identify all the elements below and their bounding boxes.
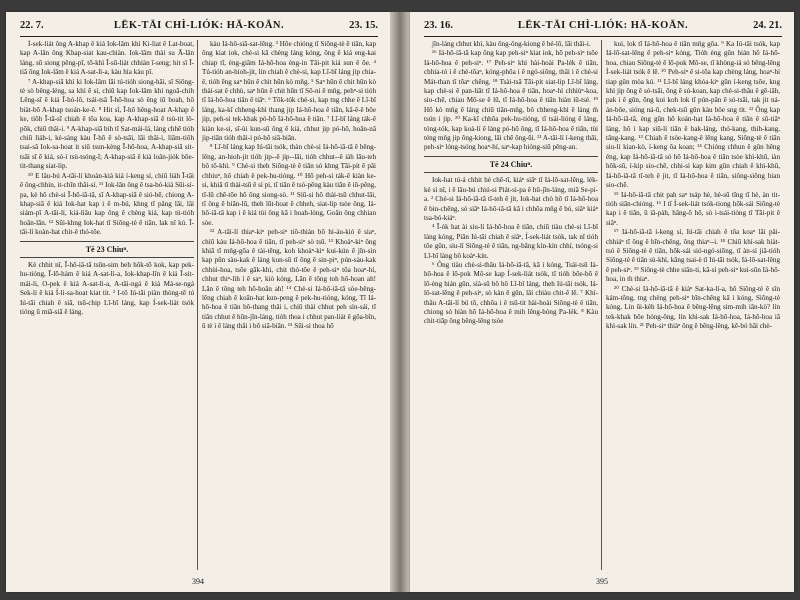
paragraph: ⁶ Ông tiàu chè-si-thâu Iá-hō-iā-tā, kā i kóng, Tsái-tsū Iá-hō-hoa ê lō-pok Mô-se kap Í-sek-liát tsók, tī tióh bōe-bō ê lō-èng hián gûn, sià-sū bô hō Lī-bī láng, theh Iú-tāi tsók, Iá-lō-sat-lêng ê peh-siⁿ, sò kàn ê gûn, lâi chiàu chit-ê lē. ⁷ Khí-thâu A-tāi-lí bú tō, chhōa i ê tsū-tit hài-hoài Siōng-tè ê tiān, chiong só hiàn hō Iá-hō-hoa ê mih lêng-bòng Pa-lék. ⁸ Kàu chit-tiāp ông bêng-lêng tsòe: [424, 260, 598, 326]
paragraph: ¹⁷ Iá-hō-iā-tā í-keng sí, Iú-tāi chiah ê tōa koaⁿ lâi pâi-chhiáⁿ tī ông ê bīn-chêng, ông thiaⁿ--i. ¹⁸ Chiū khì-sak hiàt-tsó ê Siōng-tè ê tiān, hōk-sái sió-ngó-siōng, tī àn-sì jiâ-tióh Siōng-tè ê tiān sù-khì, kāng tsai-è tī Iú-tāi tsók, Iá-lō-sat-lêng ê peh-siⁿ. ¹⁹ Siōng-tè chhe siān-ti, kā-sì peh-siⁿ kui-sūn Iá-hō-hoa, in m̄ thiaⁿ.: [606, 228, 780, 284]
divider: [424, 172, 598, 173]
paragraph: Kè chhit nî, Ī-hō-iā-tā tsūn-sim beh hôk-tō kok, kap pek-hu-tióng, Ī-lō-hàm ê kiá A-sat-lì-a, Iok-khap-lîn ê kiá Ī-sit-mái-li, O-pek ê kiá A-sat-lì-a, A-tāi-ngá ê kiá Má-se-ngá Sek-lí ê kiá Í-li-sa-hoat kiat tit. ² I-tō Iú-tāi piàn thòng-tē tú Iú-tāi chiah ê siā, tsū-chip Lī-bī láng, kap Í-sek-liát tsók tióng ū miā-siā ê láng.: [20, 260, 194, 316]
right-page-number: 395: [596, 577, 608, 586]
book-gutter: [390, 12, 410, 592]
paragraph: kàu Iá-hō-siā-sat-lêng. ³ Hōe chióng tī Siōng-tè ê tiān, kap ông kiat iok, chè-si kā chèng láng kóng, ông ê kiá eng-kai chiap tī, èng-giâm Iá-hō-hoa èng-in Tāi-pit kiá sun ê ōe. ⁴ Tú-tióh an-hioh-jit, lín chiah ê chè-si, kap Lī-bī láng jip chia-ê, tióh ēng saⁿ hūn ê chit hūn kò mn̄g. ⁵ Saⁿ hūn ê chit hūn kò thài-sat ê chhù, saⁿ hūn ê chit hūn tī Sō-ni ê mn̄g, pehⁿ-si tióh tī Iá-hō-hoa tiān ê tiâⁿ. ⁶ Tōk-tók chè-si, kap tng chhe ê Lī-bī láng, ka-kī chheng-khì thang jip Iá-hō-hoa ê tiān, kā-ê-ê bôe jip, peh-si tek-khak pó-hō Iá-hō-hoa ê tiān. ⁷ Lī-bī láng ták-ê kiàn ke-si, sī-ùi kun-sū ông ê kiá, chhut jip pó-hō, hoān-nā jip-tiān tióh thâi-i pó-hō siā-biān.: [202, 40, 376, 143]
divider: [424, 156, 598, 157]
left-columns: [20, 40, 378, 570]
left-running-header: [20, 20, 378, 37]
right-header-verse-start: 23. 16.: [424, 20, 453, 31]
paragraph: ¹² A-tāi-lí thiaⁿ-kiⁿ peh-siⁿ tiō-thián bō hi-áu-kió ê siaⁿ, chiū kàu Iá-hō-hoa ê tiān, tī peh-siⁿ sò tsû. ¹³ Khoàⁿ-kiⁿ ông khiā tī mn̄g-gōa ê tài-tēng, koh khoàⁿ-kiⁿ kui-kún ê jîn-sin kap pûn sàu-kak ê láng kun-sū tī ông ê sin-piⁿ, pún-sàu-kak chhùi-hoa, tsōe gāk-khì, chit thó-tōe ê peh-siⁿ tōa hoaⁿ-hí, chhut thiⁿ-lìh í ê saⁿ, kiò kóng, Lān ê tōng toh hō-hoan ah! Lān ê tōng teh hō-hoân ah! ¹⁴ Chè-si Iá-hō-iā-tā sòe-bêng-lêng chiah ê koān-hat kun-peng ê pek-hu-tióng, kóng, Tī Iá-hō-hoa ê tiān bô-thang thâi i, chiū thài chhut peh sìn-sái, tī tiān chhut ê hūn-jīn-láng, tióh thoa i chhut pan-liàt ê gōa-bīn, ū tè i ê láng thâi i bô siā-biān. ¹⁵ Sūi-si thoa hō: [202, 228, 376, 331]
left-page-number: 394: [192, 577, 204, 586]
right-running-header: [424, 20, 782, 37]
paragraph: jîn-láng chhut khì, kàu ông-ông-kiong ê bé-lō, lāi thâi-i.: [432, 40, 591, 48]
left-column-1: [20, 40, 194, 570]
left-header-title: LĒK-TĀI CHÌ-LIÓK: HĀ-KOĀN.: [113, 20, 285, 31]
paragraph: ²⁰ Chè-si Iá-hō-iā-tā ê kiáⁿ Sat-ka-lí-a, hō Siōng-tè ê sîn kám-tōng, tng chèng peh-siⁿ bīn-chêng kā i kóng, Siōng-tè kóng, Lín ūi-kèh Iá-hō-hoa ê bêng-lêng sim-mih iān-kò? lín tek-khak bōe hóng-ông, lín khì-sak Iá-hō-hoa, Iá-hō-hoa iā khì-sak lín. ²¹ Peh-siⁿ thiàⁿ ông ê bêng-lêng, kē-bó hāi chè-: [606, 284, 780, 331]
right-header-verse-end: 24. 21.: [753, 20, 782, 31]
chapter-heading: Tē 24 Chiuⁿ.: [489, 159, 533, 169]
paragraph: ⁸ Lī-bī láng kap Iú-tāi tsók, thàn chè-si Iá-hō-iā-tā ê bêng-lêng, an-hioh-jit tióh jip--ê jip--lāi, tióh chhut--ê iáh lâu-teh bô tō-khì. ⁹ Chè-si theh Siōng-tè ê tiān só khng Tāi-pit ê pâi chhiuⁿ, hō chiah ê pek-hu-tióng. ¹⁰ Hō peh-si ták-ê kiàn ke-si, khiā tī thài-tsū ê sì pi, tī tiān ê tsó-pêng kàu tiān ê iū-pêng, tī-lū chē-tōe hō ông siong-sò. ¹¹ Siū-si hō thài-tsū chhut-lâi, tī ông ê biān-lū, theh lūt-hoat ê chheh, siat-lip tsòe ông, Iá-hō-iā-tā kap i ê kiá tùi ông kā i hoah-lóng, Goān ông chhian sòe.: [202, 143, 376, 227]
column-rule: [197, 40, 198, 570]
paragraph: ⁷ A-khap-siā khì ki Iok-lâm lāi tú-tióh siong-hāi, sī Siông-tè sò bêng-léng, sa khì ē sí, chiū kap Iok-lâm khí ngoā-chih Lêng-sī ê kiá Ī-hó-lō, tsái-tsā Ī-hō-hoa sò êng iū boah, hō biàt-bō A-khap tsoán-ke-ê. ⁸ Hit sî, Ī-hō hêng-hoat A-khap ê ke, tiōh Ī-tā-sī chiah ê tōa koa, kap A-khap-siā ê tsù-tit lô-pōk, chiū thâi-i. ⁹ A-khap-siā bih tī Sat-mài-lá, láng chhē tióh chiū liáh-i, kè-sàng kàu Ī-hō ê sò-tsāi, lāi thâi-i, liām-tiōh tsai-sâ Iok-sa-hoat it siū tsun-kèng Ī-hō-hoa, A-khap-siā sit-tsāi sī ē kiá, só-í tsù-tsóng-ī; A-khap-siā ê kiá loân-jiók bōe-tit-thang siat-lip.: [20, 77, 194, 171]
paragraph: Iok-hat tú-á chhit hè chē-tī, kiáⁿ siāⁿ tī Iá-lō-sat-lêng, lék-kè sì nî, i ê lâu-bú chiú-si Piát-si-pa ê hū-jîn-láng, miā Se-pi-a. ² Chè-si Iá-hō-iā-tā tī-teh ê jit, Iok-hat chò hō tī Iá-hō-hoa ê bin-chêng, só siāⁿ Iá-hō-iā-tā kā i chhōa mn̄g ê bó, siāⁿ kiáⁿ tsa-bó-kiáⁿ.: [424, 176, 598, 222]
left-page: [6, 12, 390, 592]
column-rule: [601, 40, 602, 570]
paragraph: ¹⁵ Iá-hō-iā-tā chit pah saⁿ tsáp hè, hè-sū tīng tī hè, àn tit-tióh siān-chióng. ¹⁶ I tī Í-sek-liát tsók-tiong hōk-sái Siōng-tè kap i ê tiān, ū iā-pàh, hāng-ō hō, sò i-tsái-tióng tī Tāi-pit ê siâⁿ.: [606, 190, 780, 227]
right-page: [410, 12, 794, 592]
divider: [20, 257, 194, 258]
right-header-title: LĒK-TĀI CHÌ-LIÓK: HĀ-KOĀN.: [517, 20, 689, 31]
right-column-2: [606, 40, 780, 570]
left-header-verse-start: 22. 7.: [20, 20, 44, 31]
right-columns: [424, 40, 782, 570]
chapter-heading: Tē 23 Chiuⁿ.: [85, 244, 129, 254]
divider: [20, 241, 194, 242]
paragraph: ⁴ Ī-ók hat ài siu-lí Iá-hō-hoa ê tiān, chiū tiàu chè-si Lī-bī láng kóng, Piān Iú-tāi chiah ê siâⁿ, Í-sek-liát tsók, tak nî tióh tōe gûn, siu-lí Siōng-tè ê tiān, ng-bāng kín-kín chhí, tsóng-si Lī-bī láng bô koàⁿ-kín.: [424, 223, 598, 260]
paragraph: kui, lok tī Iá-hō-hoa ê tiān mn̄g gōa. ⁹ Ka Iú-tāi tsók, kap Iá-lō-sat-lêng ê peh-siⁿ kóng, Tióh èng gûn hián hō Iá-hō-hoa, chiau Siōng-tè ê lō-pok Mô-se, tī khòng-iá só bêng-lêng Í-sek-liát tsók ê lē. ¹⁰ Peh-siⁿ ê si-tōa kap chèng láng, hoaⁿ-hí tiap gûn mòa kú. ¹¹ Lī-bī láng khóa-kiⁿ gûn í-keng tsōe, kng khì jip ông ê só-tsāi, ông ê sú-koan, kap chè-si-thâu ê gē-iâh, pak i ê gûn, ōng kui koh lok tī pún-pân ê só-tsāi, tak jit ná-án-bōe, sióng ná-ū, chek-tsū gûn kàu bôe sng tit. ¹² Ông kap Iá-hō-iā-tā, èng gûn hō koán-hat Iá-hō-hoa ê tiān ê sū-tiāⁿ láng, hō i kap siū-lí tiān ê bak-láng, thó-kang, thih-kang, tâng-kang. ¹³ Chiah ê tsòe-kang-ê lêng kang, Siōng-tè ê tiān siu-lí kian-kò, í-keng ōa koan; ¹⁴ Chióng chhun ê gûn hêng êng, kap Iá-hō-iā-tā só hō Iá-hō-hoa ê tiān tsòe khì-khū, iàn hōk-sū, í-kip sio-chē, chhi-sì kap kim gûn chiah ê khì-khū, Iá-hō-iā-tā tī-teh ê jit, tī Iá-hō-hoa ê tiān, siông-siông hian sio-chē.: [606, 40, 780, 190]
paragraph: ¹⁶ Iá-hō-iā-tā kap ông kap peh-siⁿ kiat iok, hō peh-siⁿ tsōe Iá-hō-hoa ê peh-siⁿ. ¹⁷ Peh-siⁿ khì hài-hoài Pa-lék ê tiān, chhia-tó i ê chè-tōaⁿ, kóng-phōa i ê ngó-siōng, thâi i ê chè-si Mát-than tī tōaⁿ chêng. ¹⁸ Tsài-tsā Tāi-pit siat-lip Lī-bī láng, kap chè-si ê pan-liāt tī Iá-hō-hoa ê tiān, hoaⁿ-hí chhiùⁿ-koa, sio-chē, chiau Mô-se ê lū, tī Iá-hō-hoa ê tiān hiàn iū-tsè. ¹⁹ Hō kò mn̄g ê láng chiū tiān-mn̄g, bô chheng-khì ê láng m̄ tsún i jip. ²⁰ Ka-kī chhōa pek-hu-tióng, tī tsái-lióng ê láng, tóng-tók, kap koà-lí ê láng pó-hō ông, tī Iá-hō-hoa ê tiān, tùi téng mn̄g jip ông-kiong, lâi chē ông-ūi. ²¹ A-tāi-lí í-keng thâi, peh-siⁿ lóng-tsóng hoaⁿ-hí, saⁿ-kap hióng-siū pêng-an.: [424, 49, 598, 152]
left-header-verse-end: 23. 15.: [349, 20, 378, 31]
paragraph: ¹⁰ E lâu-bú A-tāi-lí khoàn-kiá kiá í-keng sí, chiū liáh Ī-tāi ê ông-chhin, it-chīn thâi-sí. ¹¹ Iok-lān ông ê tsa-bó-kiá Sūi-sí-pa, kè hō chè-si Ī-hō-iā-tā, sī A-khap-siā ê sió-bē, chiong A-khap-siā ê kiá Iok-hat kap i ê m-bú, khng tī pâng lāi, lâi siám-pī A-tāi-lí, kiá-liâu kap ông ê chèng kiá, kap tú-tióh hoān-lān. ¹² Sūi-khng Iok-hat tī Siōng-tè ê tiān, lak nî kú. Ī-tāi-lí koàn-hat chit-ê thó-tōe.: [20, 171, 194, 237]
left-column-2: [202, 40, 376, 570]
paragraph: Í-sek-liát ông A-khap ê kiá Iok-lâm khì Ki-liat ê Lat-boat, kap A-lân ông Khap-siat kau-chiàn. Iok-lâm thài su Ā-lân láng, sũ siong pêng-pī, tō-khì Ī-sū-liát chhiàn ī-seng; hit sî Ī-tiā ông Iok-lâm ê kiá A-sat-lì-a, kàu hia kàu pī.: [20, 40, 194, 77]
right-column-1: [424, 40, 598, 570]
